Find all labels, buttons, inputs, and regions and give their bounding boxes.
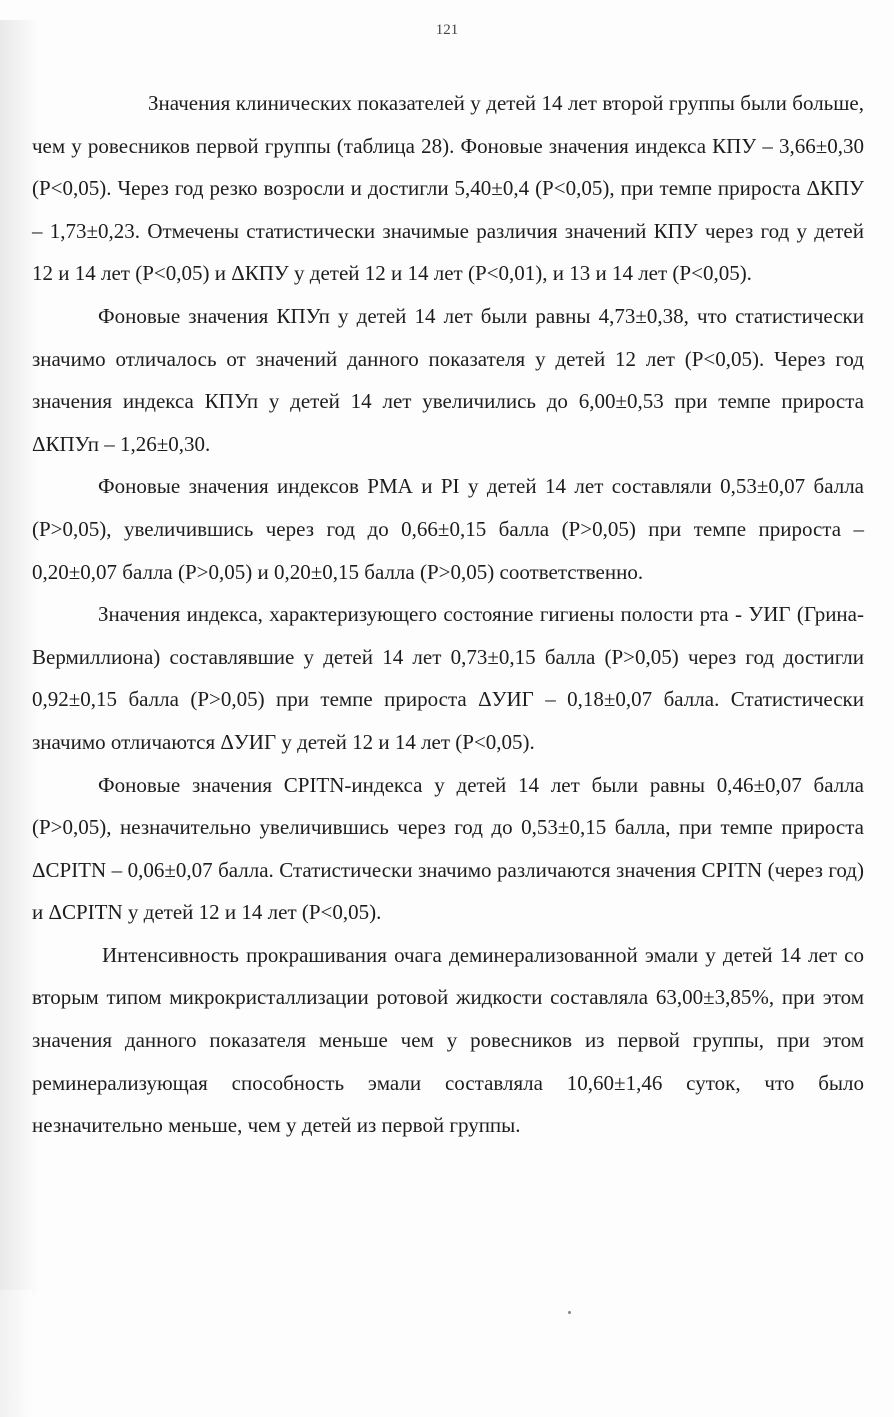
paragraph-6: Интенсивность прокрашивания очага деминерализованной эмали у детей 14 лет со вторым типом микрокристаллизации ротовой жидкости составляла 63,00±3,85%, при этом значения данного показателя меньше чем у ровесников из первой группы, при этом реминерализующая способность эмали составляла 10,60±1,46 суток, что было незначительно меньше, чем у детей из первой группы.: [32, 942, 864, 1138]
body-text: [32, 82, 864, 1147]
scan-binding-shadow-lower: [0, 1290, 32, 1417]
paragraph-5: Фоновые значения CPITN-индекса у детей 14 лет были равны 0,46±0,07 балла (Р>0,05), незначительно увеличившись через год до 0,53±0,15 балла, при темпе прироста ΔCPITN – 0,06±0,07 балла. Статистически значимо различаются значения CPITN (через год) и ΔCPITN у детей 12 и 14 лет (Р<0,05).: [32, 772, 864, 925]
paragraph-2: Фоновые значения КПУп у детей 14 лет были равны 4,73±0,38, что статистически значимо отличалось от значений данного показателя у детей 12 лет (Р<0,05). Через год значения индекса КПУп у детей 14 лет увеличились до 6,00±0,53 при темпе прироста ΔКПУп – 1,26±0,30.: [32, 303, 864, 456]
scan-speck: [568, 1311, 571, 1314]
paragraph-4: Значения индекса, характеризующего состояние гигиены полости рта - УИГ (Грина-Вермиллиона) составлявшие у детей 14 лет 0,73±0,15 балла (Р>0,05) через год достигли 0,92±0,15 балла (Р>0,05) при темпе прироста ΔУИГ – 0,18±0,07 балла. Статистически значимо отличаются ΔУИГ у детей 12 и 14 лет (Р<0,05).: [32, 602, 864, 754]
page-number: 121: [435, 22, 459, 38]
paragraph-1: Значения клинических показателей у детей 14 лет второй группы были больше, чем у ровесников первой группы (таблица 28). Фоновые значения индекса КПУ – 3,66±0,30 (Р<0,05). Через год резко возросли и достигли 5,40±0,4 (Р<0,05), при темпе прироста ΔКПУ – 1,73±0,23. Отмечены статистически значимые различия значений КПУ через год у детей 12 и 14 лет (Р<0,05) и ΔКПУ у детей 12 и 14 лет (Р<0,01), и 13 и 14 лет (Р<0,05).: [32, 91, 864, 286]
paragraph-3: Фоновые значения индексов РМА и PI у детей 14 лет составляли 0,53±0,07 балла (Р>0,05), увеличившись через год до 0,66±0,15 балла (Р>0,05) при темпе прироста – 0,20±0,07 балла (Р>0,05) и 0,20±0,15 балла (Р>0,05) соответственно.: [32, 474, 864, 584]
